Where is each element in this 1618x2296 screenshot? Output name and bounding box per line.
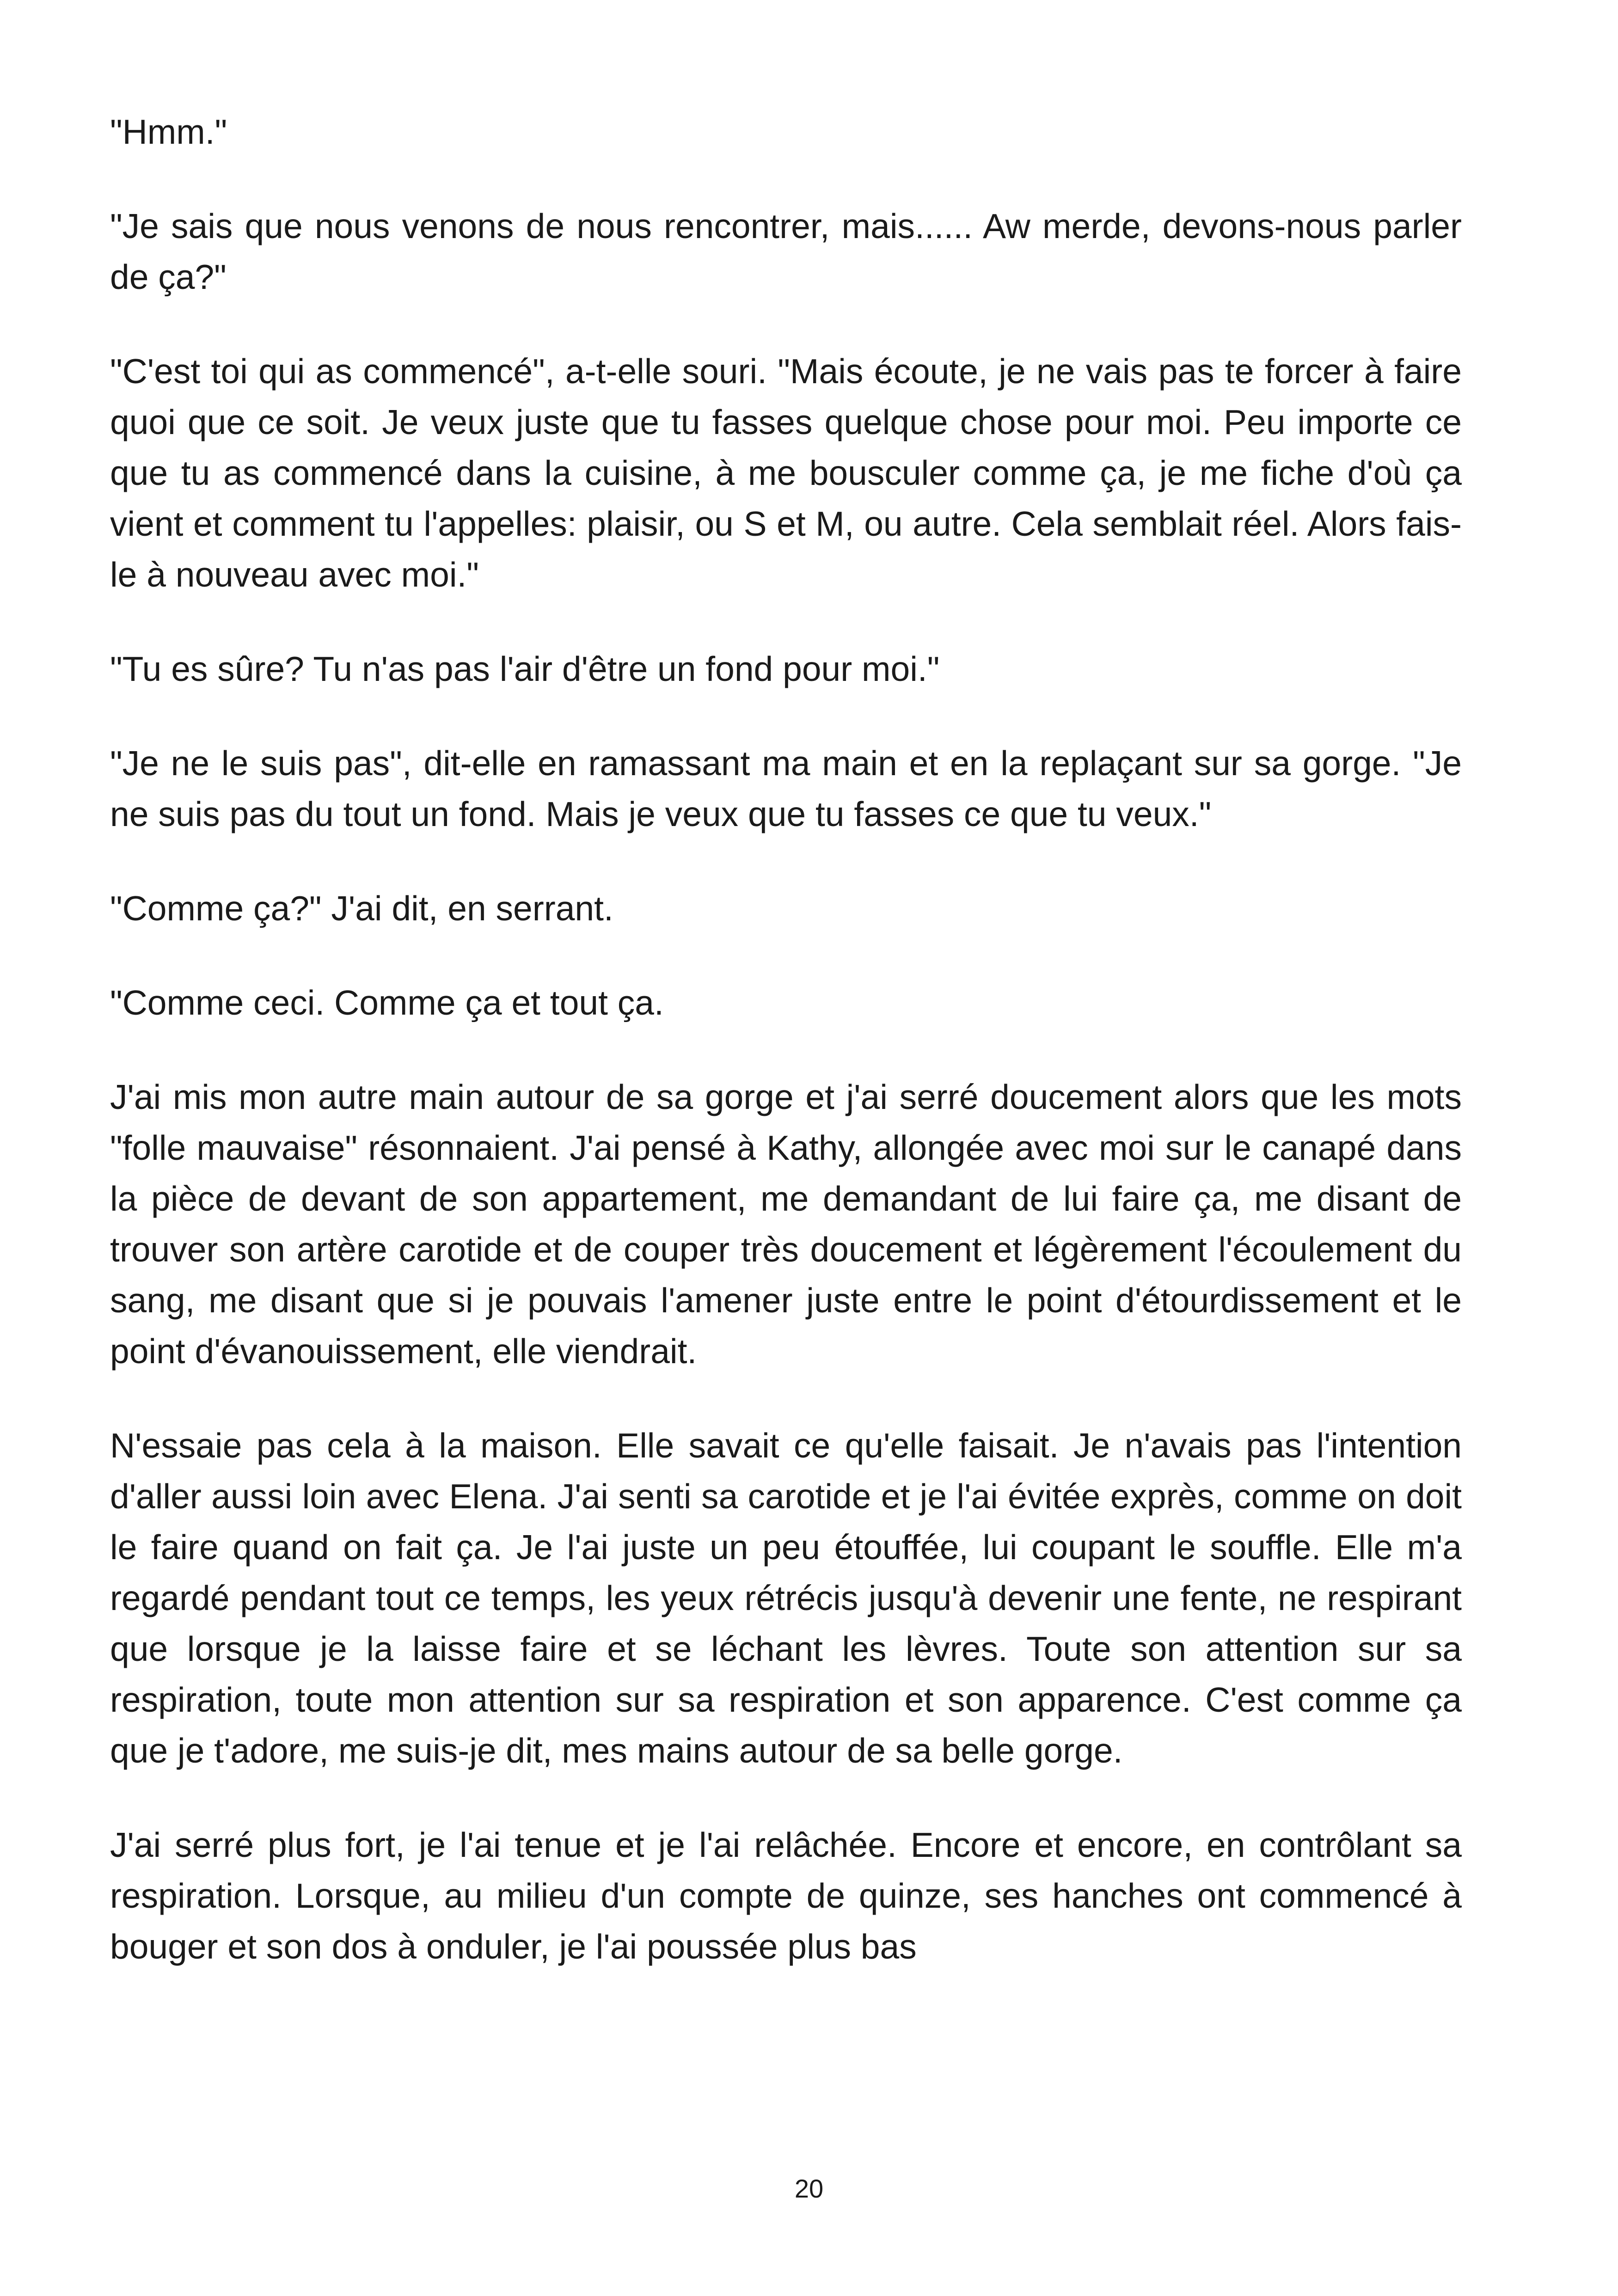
paragraph: J'ai serré plus fort, je l'ai tenue et je l'ai relâchée. Encore et encore, en contrôlant sa respiration. Lorsque, au milieu d'un compte de quinze, ses hanches ont commencé à bouger et son dos à onduler, je l'ai poussée plus bas	[110, 1825, 1462, 1966]
page-number: 20	[794, 2174, 824, 2203]
text-body	[110, 106, 1462, 1972]
paragraph: "Hmm."	[110, 112, 227, 151]
paragraph: "Je ne le suis pas", dit-elle en ramassant ma main et en la replaçant sur sa gorge. "Je ne suis pas du tout un fond. Mais je veux que tu fasses ce que tu veux."	[110, 744, 1462, 833]
paragraph: "Comme ça?" J'ai dit, en serrant.	[110, 889, 613, 928]
paragraph: "C'est toi qui as commencé", a-t-elle souri. "Mais écoute, je ne vais pas te forcer à faire quoi que ce soit. Je veux juste que tu fasses quelque chose pour moi. Peu importe ce que tu as commencé dans la cuisine, à me bousculer comme ça, je me fiche d'où ça vient et comment tu l'appelles: plaisir, ou S et M, ou autre. Cela semblait réel. Alors fais-le à nouveau avec moi."	[110, 352, 1462, 594]
paragraph: J'ai mis mon autre main autour de sa gorge et j'ai serré doucement alors que les mots "folle mauvaise" résonnaient. J'ai pensé à Kathy, allongée avec moi sur le canapé dans la pièce de devant de son appartement, me demandant de lui faire ça, me disant de trouver son artère carotide et de couper très doucement et légèrement l'écoulement du sang, me disant que si je pouvais l'amener juste entre le point d'étourdissement et le point d'évanouissement, elle viendrait.	[110, 1078, 1462, 1371]
paragraph: "Comme ceci. Comme ça et tout ça.	[110, 983, 664, 1022]
paragraph: "Tu es sûre? Tu n'as pas l'air d'être un fond pour moi."	[110, 649, 940, 688]
paragraph: N'essaie pas cela à la maison. Elle savait ce qu'elle faisait. Je n'avais pas l'intention d'aller aussi loin avec Elena. J'ai senti sa carotide et je l'ai évitée exprès, comme on doit le faire quand on fait ça. Je l'ai juste un peu étouffée, lui coupant le souffle. Elle m'a regardé pendant tout ce temps, les yeux rétrécis jusqu'à devenir une fente, ne respirant que lorsque je la laisse faire et se léchant les lèvres. Toute son attention sur sa respiration, toute mon attention sur sa respiration et son apparence. C'est comme ça que je t'adore, me suis-je dit, mes mains autour de sa belle gorge.	[110, 1426, 1462, 1770]
paragraph: "Je sais que nous venons de nous rencontrer, mais...... Aw merde, devons-nous parler de ça?"	[110, 207, 1462, 296]
